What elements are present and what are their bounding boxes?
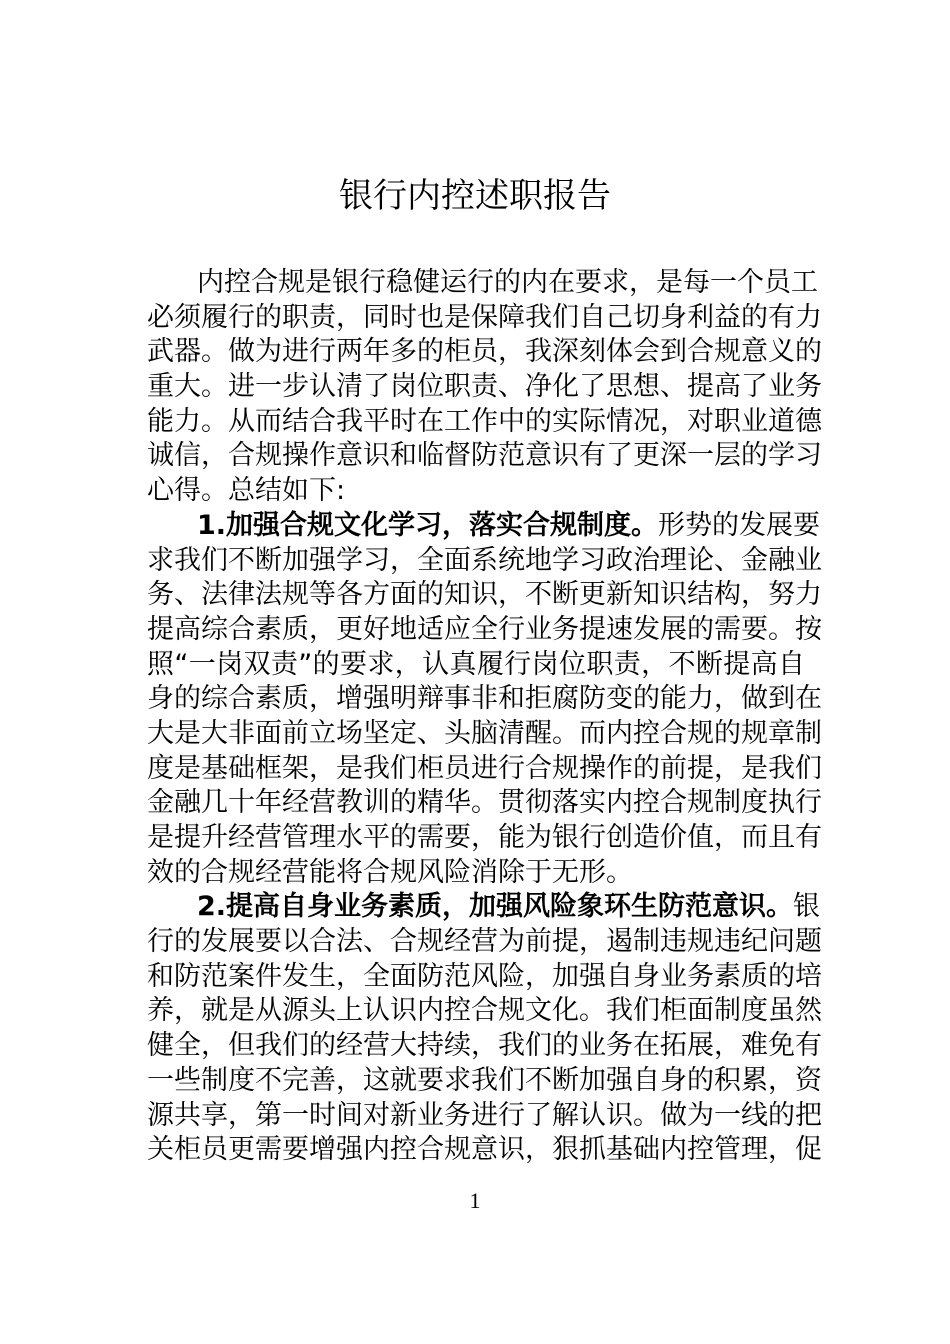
text-line [147, 925, 822, 960]
text-line [147, 717, 822, 752]
text-line [147, 578, 822, 613]
document-body [147, 266, 822, 1168]
line-text: 诚信，合规操作意识和临督防范意识有了更深一层的学习 [147, 440, 822, 472]
text-line [147, 1099, 822, 1134]
line-text: 能力。从而结合我平时在工作中的实际情况，对职业道德 [147, 405, 822, 437]
text-line [147, 301, 822, 336]
line-text: 健全，但我们的经营大持续，我们的业务在拓展，难免有 [147, 1030, 822, 1062]
line-text: 求我们不断加强学习，全面系统地学习政治理论、金融业 [147, 544, 822, 576]
line-text: 银 [793, 891, 821, 923]
text-line [147, 509, 821, 544]
line-text: 务、法律法规等各方面的知识，不断更新知识结构，努力 [147, 579, 822, 611]
text-line [147, 439, 822, 474]
line-text: 心得。总结如下: [147, 475, 346, 507]
line-text: 内控合规是银行稳健运行的内在要求，是每一个员工 [197, 267, 818, 298]
text-line [147, 960, 822, 995]
text-line [147, 266, 818, 301]
line-text: 提高综合素质，更好地适应全行业务提速发展的需要。按 [147, 613, 822, 645]
text-line [147, 405, 822, 440]
line-text: 形势的发展要 [658, 509, 821, 541]
text-line [147, 856, 805, 891]
line-text: 关柜员更需要增强内控合规意识，狠抓基础内控管理，促 [147, 1134, 822, 1166]
text-line [147, 682, 822, 717]
line-text: 行的发展要以合法、合规经营为前提，遏制违规违纪问题 [147, 926, 822, 958]
text-line [147, 821, 822, 856]
line-text: 身的综合素质，增强明辩事非和拒腐防变的能力，做到在 [147, 683, 822, 715]
line-text: 效的合规经营能将合规风险消除于无形。 [147, 856, 633, 888]
line-text: 必须履行的职责，同时也是保障我们自己切身利益的有力 [147, 301, 822, 333]
text-line [147, 752, 822, 787]
text-line [147, 1064, 822, 1099]
text-line [147, 994, 822, 1029]
line-text: 源共享，第一时间对新业务进行了解认识。做为一线的把 [147, 1099, 822, 1131]
paragraph [147, 266, 822, 509]
line-text: 养，就是从源头上认识内控合规文化。我们柜面制度虽然 [147, 995, 822, 1027]
line-text: 金融几十年经营教训的精华。贯彻落实内控合规制度执行 [147, 787, 822, 819]
text-line [147, 544, 822, 579]
text-line [147, 613, 822, 648]
page-number: 1 [469, 1188, 481, 1213]
line-text: 是提升经营管理水平的需要，能为银行创造价值，而且有 [147, 822, 822, 853]
line-text: 照“一岗双责”的要求，认真履行岗位职责，不断提高自 [147, 648, 805, 680]
line-text: 度是基础框架，是我们柜员进行合规操作的前提，是我们 [147, 752, 822, 784]
document-title: 银行内控述职报告 [339, 176, 611, 216]
text-line [147, 890, 821, 925]
text-line [147, 786, 822, 821]
line-text: 武器。做为进行两年多的柜员，我深刻体会到合规意义的 [147, 336, 822, 368]
section-heading: 2.提高自身业务素质，加强风险象环生防范意识。 [197, 891, 794, 923]
line-text: 一些制度不完善，这就要求我们不断加强自身的积累，资 [147, 1064, 822, 1096]
text-line [147, 370, 822, 405]
line-text: 重大。进一步认清了岗位职责、净化了思想、提高了业务 [147, 371, 822, 403]
paragraph [147, 890, 822, 1168]
section-heading: 1.加强合规文化学习，落实合规制度。 [197, 509, 659, 541]
text-line [147, 335, 822, 370]
text-line [147, 1029, 822, 1064]
line-text: 大是大非面前立场坚定、头脑清醒。而内控合规的规章制 [147, 717, 822, 749]
text-line [147, 648, 805, 683]
text-line [147, 474, 805, 509]
text-line [147, 1133, 822, 1168]
paragraph [147, 509, 822, 891]
line-text: 和防范案件发生，全面防范风险，加强自身业务素质的培 [147, 960, 822, 992]
